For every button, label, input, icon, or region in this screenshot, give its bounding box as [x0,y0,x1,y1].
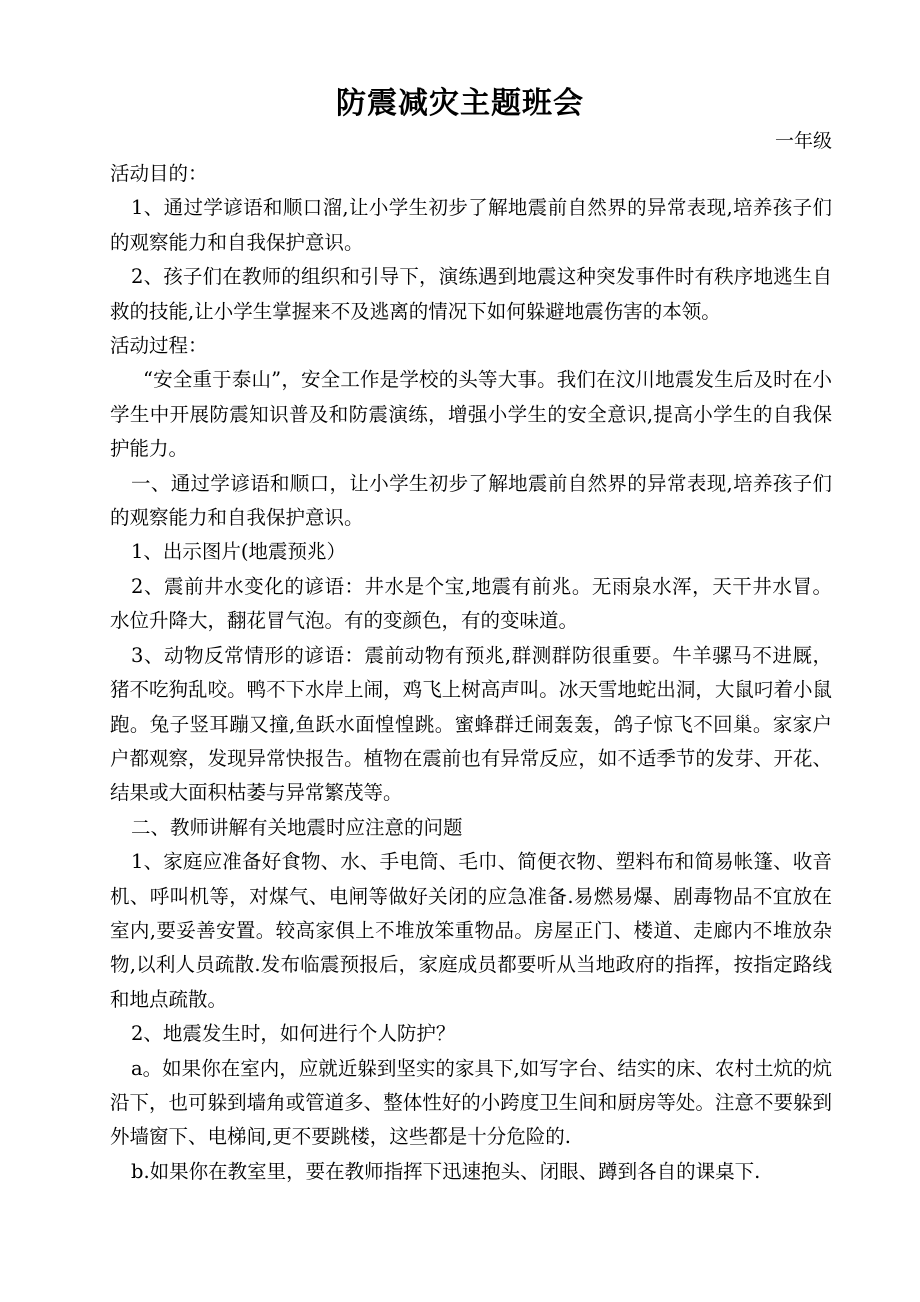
grade-label: 一年级 [774,130,832,152]
paragraph: 活动过程： [110,334,208,358]
paragraph: 1、通过学谚语和顺口溜,让小学生初步了解地震前自然界的异常表现,培养孩子们的观察能力和自我保护意识。 [110,196,832,254]
paragraph: 2、地震发生时，如何进行个人防护？ [131,1022,456,1046]
paragraph: a。如果你在室内，应就近躲到坚实的家具下,如写字台、结实的床、农村土炕的炕沿下，也可躲到墙角或管道多、整体性好的小跨度卫生间和厨房等处。注意不要躲到外墙窗下、电梯间,更不要跳楼，这些都是十分危险的. [110,1056,832,1149]
paragraph: 二、教师讲解有关地震时应注意的问题 [131,815,463,839]
paragraph: 1、家庭应准备好食物、水、手电筒、毛巾、简便衣物、塑料布和简易帐篷、收音机、呼叫机等，对煤气、电闸等做好关闭的应急准备.易燃易爆、剧毒物品不宜放在室内,要妥善安置。较高家俱上不堆放笨重物品。房屋正门、楼道、走廊内不堆放杂物,以利人员疏散.发布临震预报后，家庭成员都要听从当地政府的指挥，按指定路线和地点疏散。 [110,850,832,1011]
paragraph: b.如果你在教室里，要在教师指挥下迅速抱头、闭眼、蹲到各自的课桌下. [131,1159,761,1183]
paragraph: 2、孩子们在教师的组织和引导下，演练遇到地震这种突发事件时有秩序地逃生自救的技能,让小学生掌握来不及逃离的情况下如何躲避地震伤害的本领。 [110,265,832,323]
document-body [110,157,832,1189]
paragraph: 活动目的： [110,162,208,185]
paragraph: “安全重于泰山”，安全工作是学校的头等大事。我们在汶川地震发生后及时在小学生中开展防震知识普及和防震演练，增强小学生的安全意识,提高小学生的自我保护能力。 [110,368,832,461]
document-title: 防震减灾主题班会 [336,86,584,121]
paragraph: 2、震前井水变化的谚语：井水是个宝,地震有前兆。无雨泉水浑，天干井水冒。水位升降大，翻花冒气泡。有的变颜色，有的变味道。 [110,574,832,633]
paragraph: 1、出示图片(地震预兆） [131,540,347,564]
paragraph: 3、动物反常情形的谚语：震前动物有预兆,群测群防很重要。牛羊骡马不进厩，猪不吃狗乱咬。鸭不下水岸上闹，鸡飞上树高声叫。冰天雪地蛇出洞，大鼠叼着小鼠跑。兔子竖耳蹦又撞,鱼跃水面惶惶跳。蜜蜂群迁闹轰轰，鸽子惊飞不回巢。家家户户都观察，发现异常快报告。植物在震前也有异常反应，如不适季节的发芽、开花、结果或大面积枯萎与异常繁茂等。 [110,643,832,805]
paragraph: 一、通过学谚语和顺口，让小学生初步了解地震前自然界的异常表现,培养孩子们的观察能力和自我保护意识。 [110,471,832,530]
